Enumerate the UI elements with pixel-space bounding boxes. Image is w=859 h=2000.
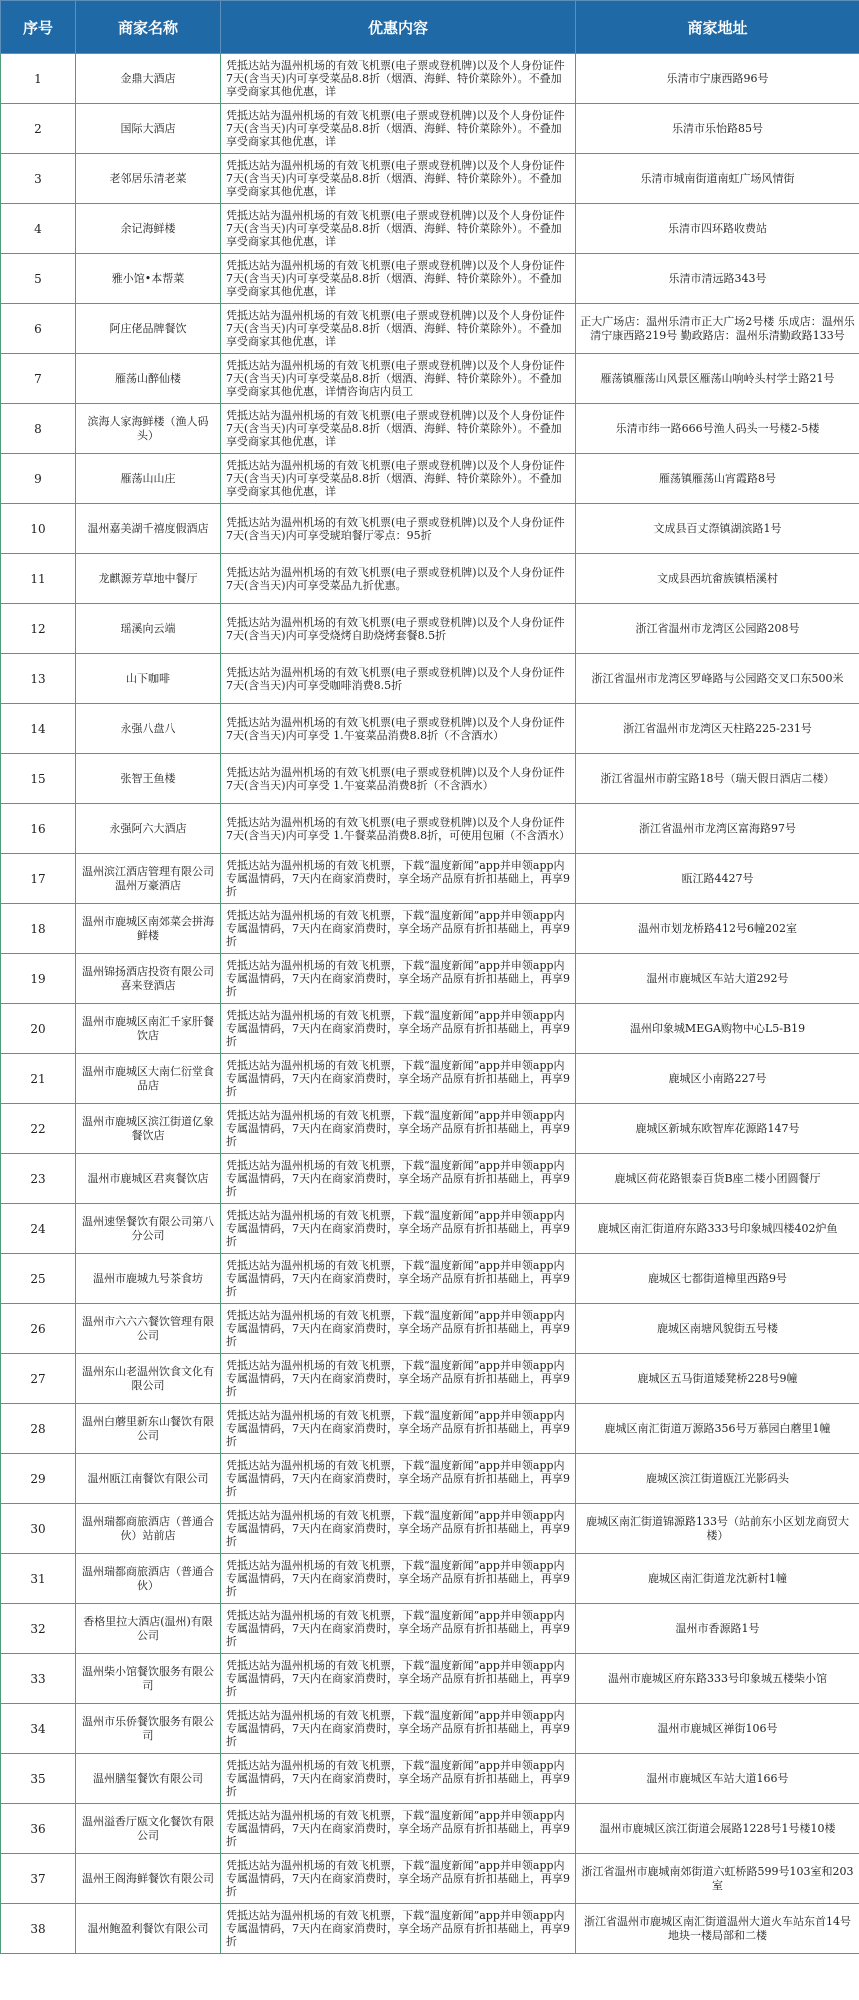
cell-merchant-name: 温州市鹿城区滨江街道亿象餐饮店: [76, 1104, 221, 1154]
cell-offer-text: 凭抵达站为温州机场的有效飞机票(电子票或登机牌)以及个人身份证件7天(含当天)内可享受菜品8.8折（烟酒、海鲜、特价菜除外）。不叠加享受商家其他优惠，详: [226, 159, 565, 198]
cell-offer-text: 凭抵达站为温州机场的有效飞机票，下载“温度新闻”app并申领app内专属温情码，7天内在商家消费时，享全场产品原有折扣基础上，再享9折: [226, 1209, 570, 1248]
cell-offer-text: 凭抵达站为温州机场的有效飞机票，下载“温度新闻”app并申领app内专属温情码，7天内在商家消费时，享全场产品原有折扣基础上，再享9折: [226, 1359, 570, 1398]
cell-seq: 16: [1, 804, 76, 854]
cell-seq: 34: [1, 1704, 76, 1754]
cell-seq: 32: [1, 1604, 76, 1654]
cell-address: 乐清市清远路343号: [576, 254, 859, 304]
cell-offer: [221, 954, 576, 1004]
table-row: [1, 1304, 859, 1354]
cell-merchant-name: 温州市六六六餐饮管理有限公司: [76, 1304, 221, 1354]
cell-address: 乐清市四环路收费站: [576, 204, 859, 254]
cell-seq: 22: [1, 1104, 76, 1154]
cell-seq: 2: [1, 104, 76, 154]
cell-merchant-name: 温州市鹿城九号茶食坊: [76, 1254, 221, 1304]
cell-offer: [221, 1654, 576, 1704]
cell-offer-text: 凭抵达站为温州机场的有效飞机票，下载“温度新闻”app并申领app内专属温情码，7天内在商家消费时，享全场产品原有折扣基础上，再享9折: [226, 1509, 570, 1548]
cell-merchant-name: 温州嘉美湖千禧度假酒店: [76, 504, 221, 554]
table-row: [1, 1354, 859, 1404]
cell-offer-text: 凭抵达站为温州机场的有效飞机票(电子票或登机牌)以及个人身份证件7天(含当天)内可享受菜品8.8折（烟酒、海鲜、特价菜除外）。不叠加享受商家其他优惠，详: [226, 109, 565, 148]
cell-merchant-name: 温州市鹿城区大南仁衍堂食品店: [76, 1054, 221, 1104]
cell-offer-text: 凭抵达站为温州机场的有效飞机票，下载“温度新闻”app并申领app内专属温情码，7天内在商家消费时，享全场产品原有折扣基础上，再享9折: [226, 1759, 570, 1798]
cell-offer-text: 凭抵达站为温州机场的有效飞机票(电子票或登机牌)以及个人身份证件7天(含当天)内可享受菜品8.8折（烟酒、海鲜、特价菜除外）。不叠加享受商家其他优惠，详: [226, 209, 565, 248]
cell-seq: 36: [1, 1804, 76, 1854]
cell-offer: [221, 1354, 576, 1404]
cell-seq: 6: [1, 304, 76, 354]
cell-address: 鹿城区五马街道矮凳桥228号9幢: [576, 1354, 859, 1404]
cell-offer: [221, 1054, 576, 1104]
cell-offer-text: 凭抵达站为温州机场的有效飞机票，下载“温度新闻”app并申领app内专属温情码，7天内在商家消费时，享全场产品原有折扣基础上，再享9折: [226, 1159, 570, 1198]
cell-offer-text: 凭抵达站为温州机场的有效飞机票(电子票或登机牌)以及个人身份证件7天(含当天)内可享受烧烤自助烧烤套餐8.5折: [226, 615, 565, 642]
table-row: [1, 804, 859, 854]
cell-offer-text: 凭抵达站为温州机场的有效飞机票，下载“温度新闻”app并申领app内专属温情码，7天内在商家消费时，享全场产品原有折扣基础上，再享9折: [226, 1559, 570, 1598]
cell-merchant-name: 瑶溪向云端: [76, 604, 221, 654]
cell-offer: [221, 1704, 576, 1754]
cell-seq: 37: [1, 1854, 76, 1904]
cell-merchant-name: 永强八盘八: [76, 704, 221, 754]
header-merchant-name: 商家名称: [76, 1, 221, 54]
cell-offer-text: 凭抵达站为温州机场的有效飞机票，下载“温度新闻”app并申领app内专属温情码，7天内在商家消费时，享全场产品原有折扣基础上，再享9折: [226, 909, 570, 948]
table-row: [1, 304, 859, 354]
cell-offer: [221, 454, 576, 504]
table-row: [1, 1454, 859, 1504]
cell-offer-text: 凭抵达站为温州机场的有效飞机票(电子票或登机牌)以及个人身份证件7天(含当天)内可享受菜品8.8折（烟酒、海鲜、特价菜除外）。不叠加享受商家其他优惠，详: [226, 309, 565, 348]
cell-merchant-name: 老邻居乐清老菜: [76, 154, 221, 204]
cell-offer: [221, 604, 576, 654]
cell-offer: [221, 754, 576, 804]
cell-merchant-name: 温州瓯江南餐饮有限公司: [76, 1454, 221, 1504]
cell-address: 浙江省温州市龙湾区富海路97号: [576, 804, 859, 854]
cell-offer-text: 凭抵达站为温州机场的有效飞机票，下载“温度新闻”app并申领app内专属温情码，7天内在商家消费时，享全场产品原有折扣基础上，再享9折: [226, 1909, 570, 1948]
table-row: [1, 454, 859, 504]
cell-address: 鹿城区南汇街道万源路356号万慕园白蘑里1幢: [576, 1404, 859, 1454]
cell-offer-text: 凭抵达站为温州机场的有效飞机票，下载“温度新闻”app并申领app内专属温情码，7天内在商家消费时，享全场产品原有折扣基础上，再享9折: [226, 1609, 570, 1648]
cell-address: 温州市鹿城区禅街106号: [576, 1704, 859, 1754]
cell-merchant-name: 龙麒源芳草地中餐厅: [76, 554, 221, 604]
cell-address: 正大广场店：温州乐清市正大广场2号楼 乐成店：温州乐清宁康西路219号 勤政路店：温州乐清勤政路133号: [576, 304, 859, 354]
cell-seq: 38: [1, 1904, 76, 1954]
cell-address: 鹿城区南汇街道龙沈新村1幢: [576, 1554, 859, 1604]
cell-offer: [221, 154, 576, 204]
cell-offer-text: 凭抵达站为温州机场的有效飞机票，下载“温度新闻”app并申领app内专属温情码，7天内在商家消费时，享全场产品原有折扣基础上，再享9折: [226, 1809, 570, 1848]
table-row: [1, 1404, 859, 1454]
cell-seq: 10: [1, 504, 76, 554]
cell-offer-text: 凭抵达站为温州机场的有效飞机票，下载“温度新闻”app并申领app内专属温情码，7天内在商家消费时，享全场产品原有折扣基础上，再享9折: [226, 1009, 570, 1048]
cell-offer-text: 凭抵达站为温州机场的有效飞机票，下载“温度新闻”app并申领app内专属温情码，7天内在商家消费时，享全场产品原有折扣基础上，再享9折: [226, 1059, 570, 1098]
cell-offer: [221, 1904, 576, 1954]
cell-seq: 24: [1, 1204, 76, 1254]
cell-seq: 33: [1, 1654, 76, 1704]
table-row: [1, 404, 859, 454]
cell-offer: [221, 204, 576, 254]
cell-offer: [221, 254, 576, 304]
cell-address: 雁荡镇雁荡山风景区雁荡山响岭头村学士路21号: [576, 354, 859, 404]
table-row: [1, 1554, 859, 1604]
cell-merchant-name: 永强阿六大酒店: [76, 804, 221, 854]
cell-seq: 1: [1, 54, 76, 104]
cell-offer: [221, 1304, 576, 1354]
cell-seq: 7: [1, 354, 76, 404]
cell-merchant-name: 温州锦扬酒店投资有限公司喜来登酒店: [76, 954, 221, 1004]
cell-seq: 19: [1, 954, 76, 1004]
cell-merchant-name: 温州溢香厅瓯文化餐饮有限公司: [76, 1804, 221, 1854]
table-row: [1, 1204, 859, 1254]
table-row: [1, 1704, 859, 1754]
cell-offer: [221, 1454, 576, 1504]
cell-merchant-name: 温州柴小馆餐饮服务有限公司: [76, 1654, 221, 1704]
cell-offer: [221, 904, 576, 954]
cell-offer-text: 凭抵达站为温州机场的有效飞机票(电子票或登机牌)以及个人身份证件7天(含当天)内可享受 1.午宴菜品消费8折（不含酒水）: [226, 765, 565, 792]
table-row: [1, 504, 859, 554]
cell-merchant-name: 张智王鱼楼: [76, 754, 221, 804]
cell-offer: [221, 404, 576, 454]
cell-address: 乐清市宁康西路96号: [576, 54, 859, 104]
cell-offer: [221, 54, 576, 104]
cell-address: 浙江省温州市蔚宝路18号（瑞天假日酒店二楼）: [576, 754, 859, 804]
cell-merchant-name: 温州滨江酒店管理有限公司温州万豪酒店: [76, 854, 221, 904]
cell-merchant-name: 温州东山老温州饮食文化有限公司: [76, 1354, 221, 1404]
cell-address: 浙江省温州市龙湾区公园路208号: [576, 604, 859, 654]
cell-merchant-name: 温州市鹿城区南汇千家肝餐饮店: [76, 1004, 221, 1054]
cell-merchant-name: 温州市鹿城区南郊菜会拼海鲜楼: [76, 904, 221, 954]
cell-seq: 13: [1, 654, 76, 704]
cell-offer: [221, 1254, 576, 1304]
cell-seq: 9: [1, 454, 76, 504]
cell-seq: 20: [1, 1004, 76, 1054]
cell-offer-text: 凭抵达站为温州机场的有效飞机票(电子票或登机牌)以及个人身份证件7天(含当天)内可享受菜品8.8折（烟酒、海鲜、特价菜除外）。不叠加享受商家其他优惠，详: [226, 59, 565, 98]
cell-offer: [221, 804, 576, 854]
cell-merchant-name: 山下咖啡: [76, 654, 221, 704]
table-row: [1, 754, 859, 804]
table-row: [1, 704, 859, 754]
cell-address: 瓯江路4427号: [576, 854, 859, 904]
cell-address: 浙江省温州市龙湾区天柱路225-231号: [576, 704, 859, 754]
cell-address: 温州印象城MEGA购物中心L5-B19: [576, 1004, 859, 1054]
cell-address: 鹿城区七都街道樟里西路9号: [576, 1254, 859, 1304]
cell-merchant-name: 滨海人家海鲜楼（渔人码头）: [76, 404, 221, 454]
table-row: [1, 854, 859, 904]
cell-seq: 15: [1, 754, 76, 804]
cell-address: 浙江省温州市鹿城区南汇街道温州大道火车站东首14号地块一楼局部和二楼: [576, 1904, 859, 1954]
cell-merchant-name: 国际大酒店: [76, 104, 221, 154]
cell-offer-text: 凭抵达站为温州机场的有效飞机票，下载“温度新闻”app并申领app内专属温情码，7天内在商家消费时，享全场产品原有折扣基础上，再享9折: [226, 859, 570, 898]
table-row: [1, 904, 859, 954]
cell-address: 鹿城区新城东欧智库花源路147号: [576, 1104, 859, 1154]
cell-address: 温州市鹿城区车站大道166号: [576, 1754, 859, 1804]
cell-offer-text: 凭抵达站为温州机场的有效飞机票(电子票或登机牌)以及个人身份证件7天(含当天)内可享受菜品8.8折（烟酒、海鲜、特价菜除外）。不叠加享受商家其他优惠，详情咨询店内员工: [226, 359, 565, 398]
cell-address: 乐清市乐怡路85号: [576, 104, 859, 154]
cell-seq: 4: [1, 204, 76, 254]
cell-offer-text: 凭抵达站为温州机场的有效飞机票(电子票或登机牌)以及个人身份证件7天(含当天)内可享受咖啡消费8.5折: [226, 665, 565, 692]
cell-seq: 21: [1, 1054, 76, 1104]
cell-offer: [221, 1004, 576, 1054]
table-row: [1, 1254, 859, 1304]
cell-offer: [221, 304, 576, 354]
table-row: [1, 554, 859, 604]
cell-address: 温州市划龙桥路412号6幢202室: [576, 904, 859, 954]
table-row: [1, 1654, 859, 1704]
cell-seq: 18: [1, 904, 76, 954]
cell-merchant-name: 温州白蘑里新东山餐饮有限公司: [76, 1404, 221, 1454]
cell-offer-text: 凭抵达站为温州机场的有效飞机票，下载“温度新闻”app并申领app内专属温情码，7天内在商家消费时，享全场产品原有折扣基础上，再享9折: [226, 959, 570, 998]
cell-seq: 17: [1, 854, 76, 904]
cell-address: 雁荡镇雁荡山宵霞路8号: [576, 454, 859, 504]
cell-merchant-name: 雁荡山山庄: [76, 454, 221, 504]
cell-offer: [221, 1154, 576, 1204]
cell-merchant-name: 温州鲍盈利餐饮有限公司: [76, 1904, 221, 1954]
cell-seq: 25: [1, 1254, 76, 1304]
cell-offer: [221, 554, 576, 604]
cell-offer-text: 凭抵达站为温州机场的有效飞机票，下载“温度新闻”app并申领app内专属温情码，7天内在商家消费时，享全场产品原有折扣基础上，再享9折: [226, 1709, 570, 1748]
cell-seq: 23: [1, 1154, 76, 1204]
cell-merchant-name: 温州市乐侨餐饮服务有限公司: [76, 1704, 221, 1754]
table-row: [1, 1054, 859, 1104]
cell-offer: [221, 1854, 576, 1904]
cell-address: 鹿城区荷花路银泰百货B座二楼小团圆餐厅: [576, 1154, 859, 1204]
cell-offer: [221, 1504, 576, 1554]
table-row: [1, 1754, 859, 1804]
table-row: [1, 354, 859, 404]
cell-offer-text: 凭抵达站为温州机场的有效飞机票(电子票或登机牌)以及个人身份证件7天(含当天)内可享受菜品8.8折（烟酒、海鲜、特价菜除外）。不叠加享受商家其他优惠，详: [226, 459, 565, 498]
cell-address: 鹿城区南汇街道府东路333号印象城四楼402炉鱼: [576, 1204, 859, 1254]
table-row: [1, 1604, 859, 1654]
cell-offer: [221, 854, 576, 904]
cell-merchant-name: 温州王阁海鲜餐饮有限公司: [76, 1854, 221, 1904]
cell-merchant-name: 温州膳玺餐饮有限公司: [76, 1754, 221, 1804]
table-row: [1, 154, 859, 204]
cell-seq: 12: [1, 604, 76, 654]
table-row: [1, 1504, 859, 1554]
cell-address: 鹿城区南汇街道锦源路133号（站前东小区划龙商贸大楼）: [576, 1504, 859, 1554]
cell-offer-text: 凭抵达站为温州机场的有效飞机票，下载“温度新闻”app并申领app内专属温情码，7天内在商家消费时，享全场产品原有折扣基础上，再享9折: [226, 1309, 570, 1348]
cell-offer-text: 凭抵达站为温州机场的有效飞机票，下载“温度新闻”app并申领app内专属温情码，7天内在商家消费时，享全场产品原有折扣基础上，再享9折: [226, 1859, 570, 1898]
table-header-row: [1, 1, 859, 54]
cell-seq: 27: [1, 1354, 76, 1404]
cell-offer: [221, 1604, 576, 1654]
cell-seq: 14: [1, 704, 76, 754]
table-body: [1, 54, 859, 1954]
cell-merchant-name: 香格里拉大酒店(温州)有限公司: [76, 1604, 221, 1654]
cell-seq: 11: [1, 554, 76, 604]
cell-address: 温州市鹿城区滨江街道会展路1228号1号楼10楼: [576, 1804, 859, 1854]
cell-address: 浙江省温州市龙湾区罗峰路与公园路交叉口东500米: [576, 654, 859, 704]
cell-offer: [221, 1754, 576, 1804]
cell-address: 鹿城区南塘风貌街五号楼: [576, 1304, 859, 1354]
cell-address: 文成县百丈漈镇湖滨路1号: [576, 504, 859, 554]
cell-merchant-name: 温州速堡餐饮有限公司第八分公司: [76, 1204, 221, 1254]
table-row: [1, 604, 859, 654]
cell-seq: 28: [1, 1404, 76, 1454]
cell-address: 乐清市城南街道南虹广场风情街: [576, 154, 859, 204]
cell-address: 浙江省温州市鹿城南郊街道六虹桥路599号103室和203室: [576, 1854, 859, 1904]
cell-offer: [221, 1104, 576, 1154]
cell-offer: [221, 354, 576, 404]
cell-merchant-name: 温州瑞都商旅酒店（普通合伙）: [76, 1554, 221, 1604]
table-row: [1, 1004, 859, 1054]
cell-address: 温州市鹿城区府东路333号印象城五楼柴小馆: [576, 1654, 859, 1704]
table-row: [1, 204, 859, 254]
cell-address: 温州市香源路1号: [576, 1604, 859, 1654]
cell-merchant-name: 金鼎大酒店: [76, 54, 221, 104]
table-row: [1, 954, 859, 1004]
cell-offer: [221, 1404, 576, 1454]
cell-address: 鹿城区滨江街道瓯江光影码头: [576, 1454, 859, 1504]
table-row: [1, 1804, 859, 1854]
cell-offer-text: 凭抵达站为温州机场的有效飞机票，下载“温度新闻”app并申领app内专属温情码，7天内在商家消费时，享全场产品原有折扣基础上，再享9折: [226, 1409, 570, 1448]
cell-address: 乐清市纬一路666号渔人码头一号楼2-5楼: [576, 404, 859, 454]
header-seq: 序号: [1, 1, 76, 54]
cell-address: 鹿城区小南路227号: [576, 1054, 859, 1104]
cell-offer: [221, 1204, 576, 1254]
cell-offer: [221, 104, 576, 154]
cell-offer-text: 凭抵达站为温州机场的有效飞机票，下载“温度新闻”app并申领app内专属温情码，7天内在商家消费时，享全场产品原有折扣基础上，再享9折: [226, 1659, 570, 1698]
cell-address: 文成县西坑畲族镇梧溪村: [576, 554, 859, 604]
table-row: [1, 254, 859, 304]
cell-seq: 35: [1, 1754, 76, 1804]
cell-offer-text: 凭抵达站为温州机场的有效飞机票，下载“温度新闻”app并申领app内专属温情码，7天内在商家消费时，享全场产品原有折扣基础上，再享9折: [226, 1259, 570, 1298]
cell-seq: 30: [1, 1504, 76, 1554]
cell-seq: 8: [1, 404, 76, 454]
cell-offer-text: 凭抵达站为温州机场的有效飞机票(电子票或登机牌)以及个人身份证件7天(含当天)内可享受菜品8.8折（烟酒、海鲜、特价菜除外）。不叠加享受商家其他优惠，详: [226, 259, 565, 298]
cell-offer: [221, 1804, 576, 1854]
cell-offer: [221, 704, 576, 754]
header-offer: 优惠内容: [221, 1, 576, 54]
cell-merchant-name: 温州市鹿城区君爽餐饮店: [76, 1154, 221, 1204]
table-row: [1, 1904, 859, 1954]
cell-seq: 26: [1, 1304, 76, 1354]
cell-address: 温州市鹿城区车站大道292号: [576, 954, 859, 1004]
cell-offer-text: 凭抵达站为温州机场的有效飞机票(电子票或登机牌)以及个人身份证件7天(含当天)内可享受琥珀餐厅零点：95折: [226, 515, 565, 542]
table-row: [1, 1854, 859, 1904]
table-row: [1, 104, 859, 154]
cell-offer-text: 凭抵达站为温州机场的有效飞机票，下载“温度新闻”app并申领app内专属温情码，7天内在商家消费时，享全场产品原有折扣基础上，再享9折: [226, 1109, 570, 1148]
cell-offer-text: 凭抵达站为温州机场的有效飞机票(电子票或登机牌)以及个人身份证件7天(含当天)内可享受菜品九折优惠。: [226, 565, 565, 592]
table-row: [1, 1154, 859, 1204]
cell-offer-text: 凭抵达站为温州机场的有效飞机票(电子票或登机牌)以及个人身份证件7天(含当天)内可享受 1.午宴菜品消费8.8折（不含酒水）: [226, 715, 565, 742]
table-row: [1, 1104, 859, 1154]
cell-seq: 31: [1, 1554, 76, 1604]
cell-offer: [221, 654, 576, 704]
cell-seq: 29: [1, 1454, 76, 1504]
cell-seq: 3: [1, 154, 76, 204]
cell-merchant-name: 温州瑞都商旅酒店（普通合伙）站前店: [76, 1504, 221, 1554]
cell-offer: [221, 1554, 576, 1604]
cell-offer: [221, 504, 576, 554]
cell-merchant-name: 雁荡山醉仙楼: [76, 354, 221, 404]
cell-seq: 5: [1, 254, 76, 304]
cell-offer-text: 凭抵达站为温州机场的有效飞机票(电子票或登机牌)以及个人身份证件7天(含当天)内可享受 1.午餐菜品消费8.8折，可使用包厢（不含酒水）: [226, 815, 571, 842]
cell-merchant-name: 余记海鲜楼: [76, 204, 221, 254]
cell-merchant-name: 雅小馆•本帮菜: [76, 254, 221, 304]
cell-offer-text: 凭抵达站为温州机场的有效飞机票(电子票或登机牌)以及个人身份证件7天(含当天)内可享受菜品8.8折（烟酒、海鲜、特价菜除外）。不叠加享受商家其他优惠，详: [226, 409, 565, 448]
header-address: 商家地址: [576, 1, 859, 54]
table-row: [1, 54, 859, 104]
cell-merchant-name: 阿庄佬品牌餐饮: [76, 304, 221, 354]
cell-offer-text: 凭抵达站为温州机场的有效飞机票，下载“温度新闻”app并申领app内专属温情码，7天内在商家消费时，享全场产品原有折扣基础上，再享9折: [226, 1459, 570, 1498]
table-row: [1, 654, 859, 704]
